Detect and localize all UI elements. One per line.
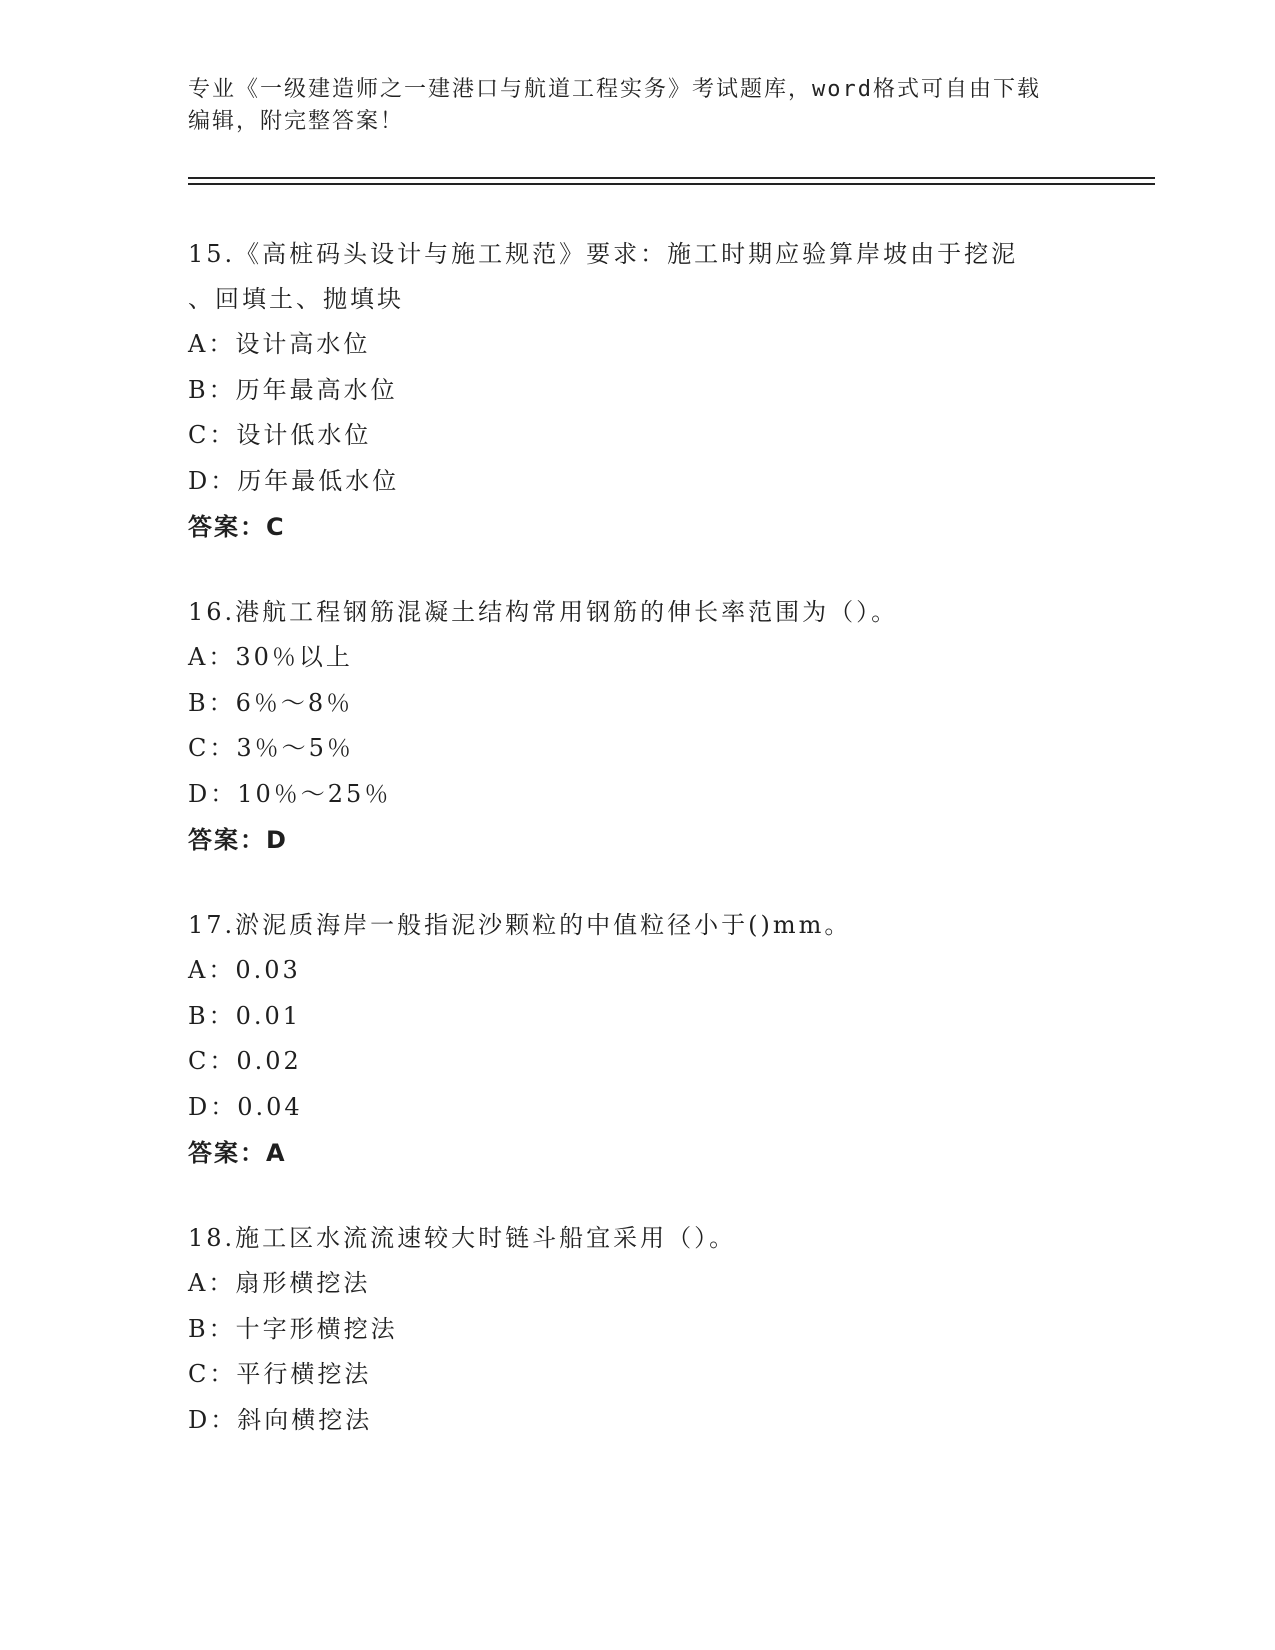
- question-16: [188, 590, 1088, 863]
- option-c: C：0.02: [188, 1047, 302, 1075]
- question-text: 16.港航工程钢筋混凝土结构常用钢筋的伸长率范围为（）。: [188, 598, 899, 626]
- header-line-1: 专业《一级建造师之一建港口与航道工程实务》考试题库，word格式可自由下载: [188, 77, 1041, 102]
- option-d: D：斜向横挖法: [188, 1405, 373, 1434]
- option-a: A：扇形横挖法: [188, 1269, 371, 1297]
- header-divider-bottom: [188, 183, 1155, 185]
- option-b: B：6％～8％: [188, 688, 354, 717]
- option-d: D：10％～25％: [188, 779, 392, 808]
- option-c: C：平行横挖法: [188, 1360, 372, 1388]
- question-17: [188, 903, 1088, 1176]
- question-15: [188, 232, 1088, 550]
- option-b: B：十字形横挖法: [188, 1314, 398, 1343]
- option-b: B：0.01: [188, 1001, 302, 1030]
- document-header: [188, 74, 1068, 138]
- answer: 答案：A: [188, 1139, 287, 1167]
- question-18: [188, 1216, 1088, 1443]
- option-d: D：0.04: [188, 1092, 303, 1121]
- question-list: [188, 232, 1088, 1483]
- header-divider-top: [188, 177, 1155, 179]
- option-a: A：30％以上: [188, 643, 353, 671]
- answer: 答案：D: [188, 826, 288, 854]
- option-b: B：历年最高水位: [188, 375, 398, 404]
- question-text: 18.施工区水流流速较大时链斗船宜采用（）。: [188, 1224, 737, 1252]
- option-a: A：0.03: [188, 956, 301, 984]
- question-text: 15.《高桩码头设计与施工规范》要求：施工时期应验算岸坡由于挖泥: [188, 240, 1019, 268]
- option-d: D：历年最低水位: [188, 466, 400, 495]
- option-c: C：设计低水位: [188, 421, 372, 449]
- question-text: 17.淤泥质海岸一般指泥沙颗粒的中值粒径小于()mm。: [188, 911, 852, 939]
- header-line-2: 编辑，附完整答案！: [188, 109, 405, 134]
- option-c: C：3％～5％: [188, 734, 354, 762]
- option-a: A：设计高水位: [188, 330, 371, 358]
- answer: 答案：C: [188, 513, 286, 541]
- question-text-continued: 、回填土、抛填块: [188, 285, 404, 313]
